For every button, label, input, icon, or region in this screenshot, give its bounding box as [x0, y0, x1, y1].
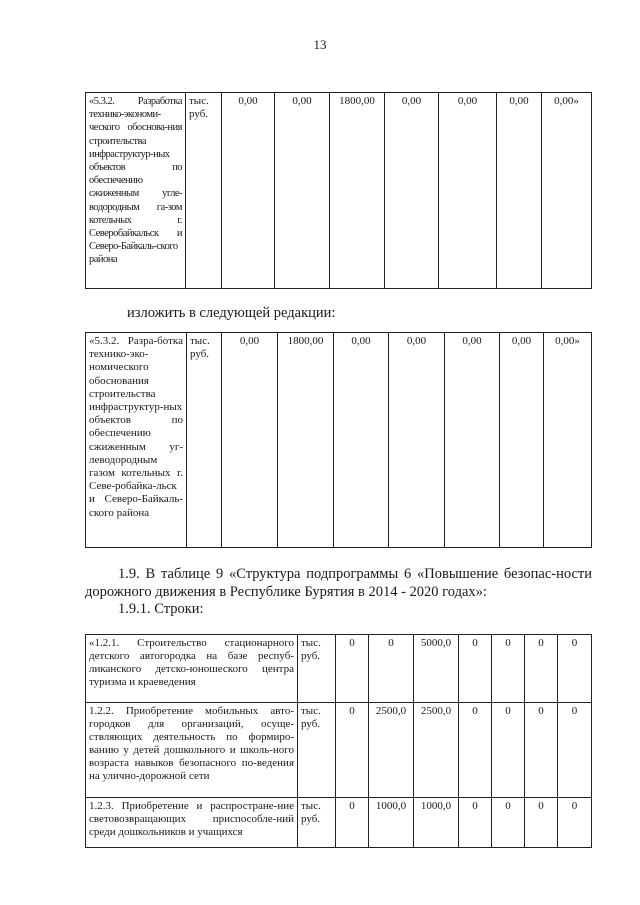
value-cell: 0,00 — [222, 93, 275, 289]
value-cell: 0 — [492, 635, 525, 703]
table-new-version — [85, 332, 592, 548]
value-cell: 0,00 — [439, 93, 497, 289]
value-cell: 0,00 — [445, 333, 500, 548]
value-cell: 0 — [558, 798, 592, 848]
row-unit: тыс. руб. — [187, 333, 222, 548]
table-row — [86, 798, 592, 848]
value-cell: 0 — [459, 635, 492, 703]
table-old-version — [85, 92, 592, 289]
value-cell: 1800,00 — [278, 333, 334, 548]
value-cell: 0,00 — [334, 333, 389, 548]
table-row — [86, 333, 592, 548]
row-unit: тыс. руб. — [298, 798, 336, 848]
table-row — [86, 635, 592, 703]
value-cell: 0 — [369, 635, 414, 703]
row-unit: тыс. руб. — [186, 93, 222, 289]
value-cell: 0 — [336, 703, 369, 798]
value-cell: 0 — [336, 635, 369, 703]
row-description: «1.2.1. Строительство стационарного детского автогородка на базе респуб-ликанского детско-юношеского центра туризма и краеведения — [86, 635, 298, 703]
value-cell: 0 — [558, 635, 592, 703]
row-description: «5.3.2. Разра-ботка технико-эко-номического обоснования строительства инфраструктур-ных объектов по обеспечению сжиженным уг-леводородным газом котельных г. Севе-робайка-льск и Северо-Байкаль-ского района — [86, 333, 187, 548]
paragraph-1-9-1: 1.9.1. Строки: — [118, 601, 204, 617]
value-cell: 0 — [459, 703, 492, 798]
value-cell: 0,00» — [542, 93, 592, 289]
value-cell: 0,00 — [497, 93, 542, 289]
value-cell: 1000,0 — [369, 798, 414, 848]
page-number: 13 — [313, 37, 327, 52]
value-cell: 1800,00 — [330, 93, 385, 289]
value-cell: 2500,0 — [369, 703, 414, 798]
row-unit: тыс. руб. — [298, 635, 336, 703]
value-cell: 0 — [492, 703, 525, 798]
table-road-safety — [85, 634, 592, 848]
value-cell: 0,00 — [222, 333, 278, 548]
value-cell: 0 — [525, 703, 558, 798]
value-cell: 0 — [558, 703, 592, 798]
value-cell: 2500,0 — [414, 703, 459, 798]
value-cell: 0,00 — [385, 93, 439, 289]
value-cell: 0,00 — [500, 333, 544, 548]
value-cell: 0,00 — [275, 93, 330, 289]
row-description: «5.3.2. Разработка технико-экономи-ческого обоснова-ния строительства инфраструктур-ных объектов по обеспечению сжиженным угле-водородным га-зом котельных г. Северобайкальск и Северо-Байкаль-ского района — [86, 93, 186, 289]
value-cell: 0,00 — [389, 333, 445, 548]
table-row — [86, 93, 592, 289]
value-cell: 1000,0 — [414, 798, 459, 848]
value-cell: 0 — [525, 798, 558, 848]
paragraph-1-9: 1.9. В таблице 9 «Структура подпрограммы 6 «Повышение безопас-ности дорожного движения в Республике Бурятия в 2014 - 2020 годах»: — [85, 566, 592, 600]
value-cell: 0 — [492, 798, 525, 848]
table-row — [86, 703, 592, 798]
value-cell: 0 — [525, 635, 558, 703]
value-cell: 0 — [459, 798, 492, 848]
row-description: 1.2.2. Приобретение мобильных авто-городков для организаций, осуще-ствляющих деятельность по формиро-ванию у детей дошкольного и школь-ного возраста навыков безопасного по-ведения на улично-дорожной сети — [86, 703, 298, 798]
row-description: 1.2.3. Приобретение и распростране-ние световозвращающих приспособле-ний среди дошкольников и учащихся — [86, 798, 298, 848]
row-unit: тыс. руб. — [298, 703, 336, 798]
replace-instruction: изложить в следующей редакции: — [127, 305, 336, 321]
value-cell: 5000,0 — [414, 635, 459, 703]
value-cell: 0 — [336, 798, 369, 848]
value-cell: 0,00» — [544, 333, 592, 548]
